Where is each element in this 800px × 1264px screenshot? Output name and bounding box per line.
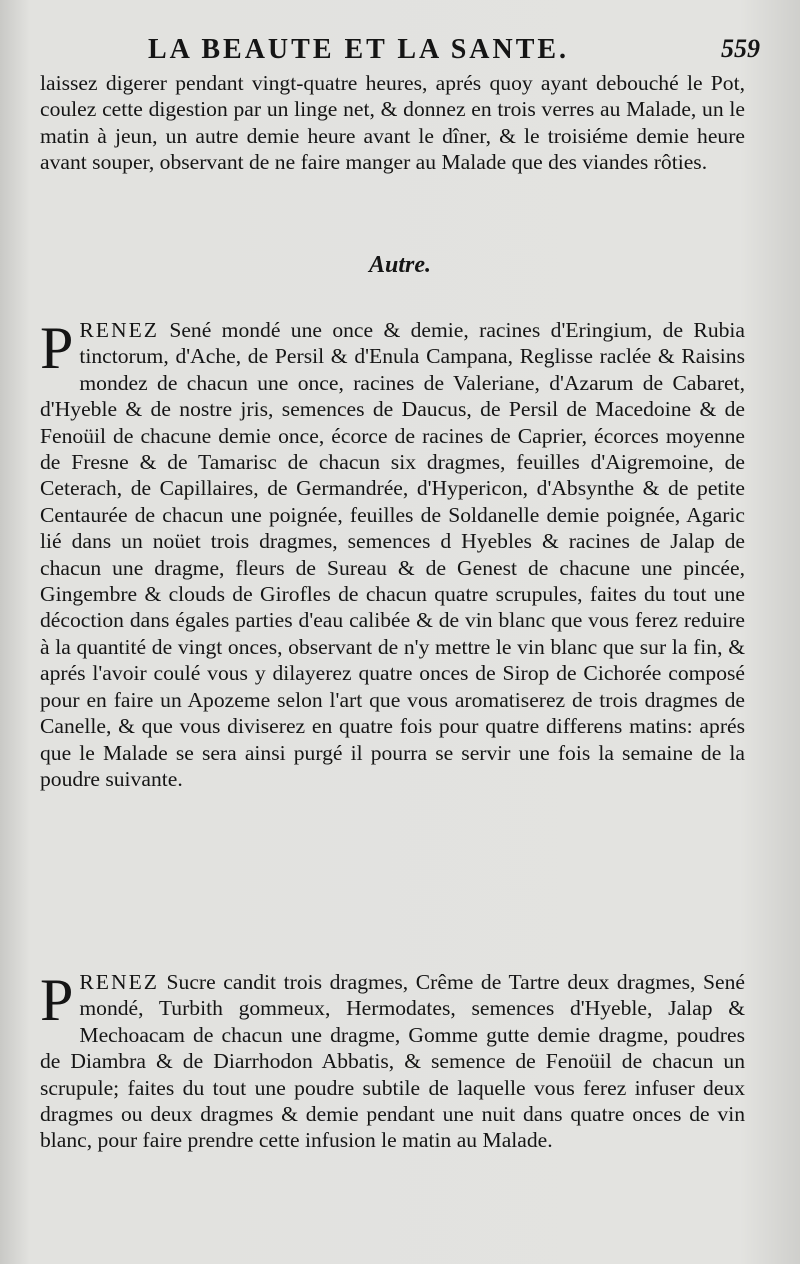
paragraph-text: Sené mondé une once & demie, racines d'Eringium, de Rubia tinctorum, d'Ache, de Persil & d'Enula Campana, Reglisse raclée & Raisins mondez de chacun une once, racines de Valeriane, d'Azarum de Cabaret, d'Hyeble & de nostre jris, semences de Daucus, de Persil de Macedoine & de Fenoüil de chacune demie once, écorce de racines de Caprier, écorces moyenne de Fresne & de Tamarisc de chacun six dragmes, feuilles d'Aigremoine, de Ceterach, de Capillaires, de Germandrée, d'Hypericon, d'Absynthe & de petite Centaurée de chacun une poignée, feuilles de Soldanelle demie poignée, Agaric lié dans un noüet trois dragmes, semences d Hyebles & racines de Jalap de chacun une dragme, fleurs de Sureau & de Genest de chacune une pincée, Gingembre & clouds de Girofles de chacun quatre scrupules, faites du tout une décoction dans égales parties d'eau calibée & de vin blanc que vous ferez reduire à la quantité de vingt onces, observant de n'y mettre le vin blanc que sur la fin, & aprés l'avoir coulé vous y dilayerez quatre onces de Sirop de Cichorée composé pour en faire un Apozeme selon l'art que vous aromatiserez de trois dragmes de Canelle, & que vous diviserez en quatre fois pour quatre differens matins: aprés que le Malade se sera ainsi purgé il pourra se servir une fois la semaine de la poudre suivante.: [40, 318, 745, 791]
recipe-paragraph-powder: [40, 969, 745, 1154]
running-head: LA BEAUTE ET LA SANTE.: [148, 34, 570, 65]
page-number: 559: [721, 34, 760, 63]
page-header: [40, 34, 760, 70]
section-heading: Autre.: [368, 252, 431, 278]
paragraph-text: Sucre candit trois dragmes, Crême de Tartre deux dragmes, Sené mondé, Turbith gommeux, Hermodates, semences d'Hyeble, Jalap & Mechoacam de chacun une dragme, Gomme gutte demie dragme, poudres de Diambra & de Diarrhodon Abbatis, & semence de Fenoüil de chacun un scrupule; faites du tout une poudre subtile de laquelle vous ferez infuser deux dragmes ou deux dragmes & demie pendant une nuit dans quatre onces de vin blanc, pour faire prendre cette infusion le matin au Malade.: [40, 970, 745, 1153]
lead-word: RENEZ: [79, 318, 159, 342]
lead-word: RENEZ: [79, 970, 159, 994]
drop-cap: P: [40, 967, 74, 1033]
paragraph-continuation: laissez digerer pendant vingt-quatre heures, aprés quoy ayant debouché le Pot, coulez cette digestion par un linge net, & donnez en trois verres au Malade, un le matin à jeun, un autre demie heure avant le dîner, & le troisiéme demie heure avant souper, observant de ne faire manger au Malade que des viandes rôties.: [40, 71, 745, 175]
recipe-paragraph-apozeme: [40, 317, 745, 792]
drop-cap: P: [40, 315, 74, 381]
